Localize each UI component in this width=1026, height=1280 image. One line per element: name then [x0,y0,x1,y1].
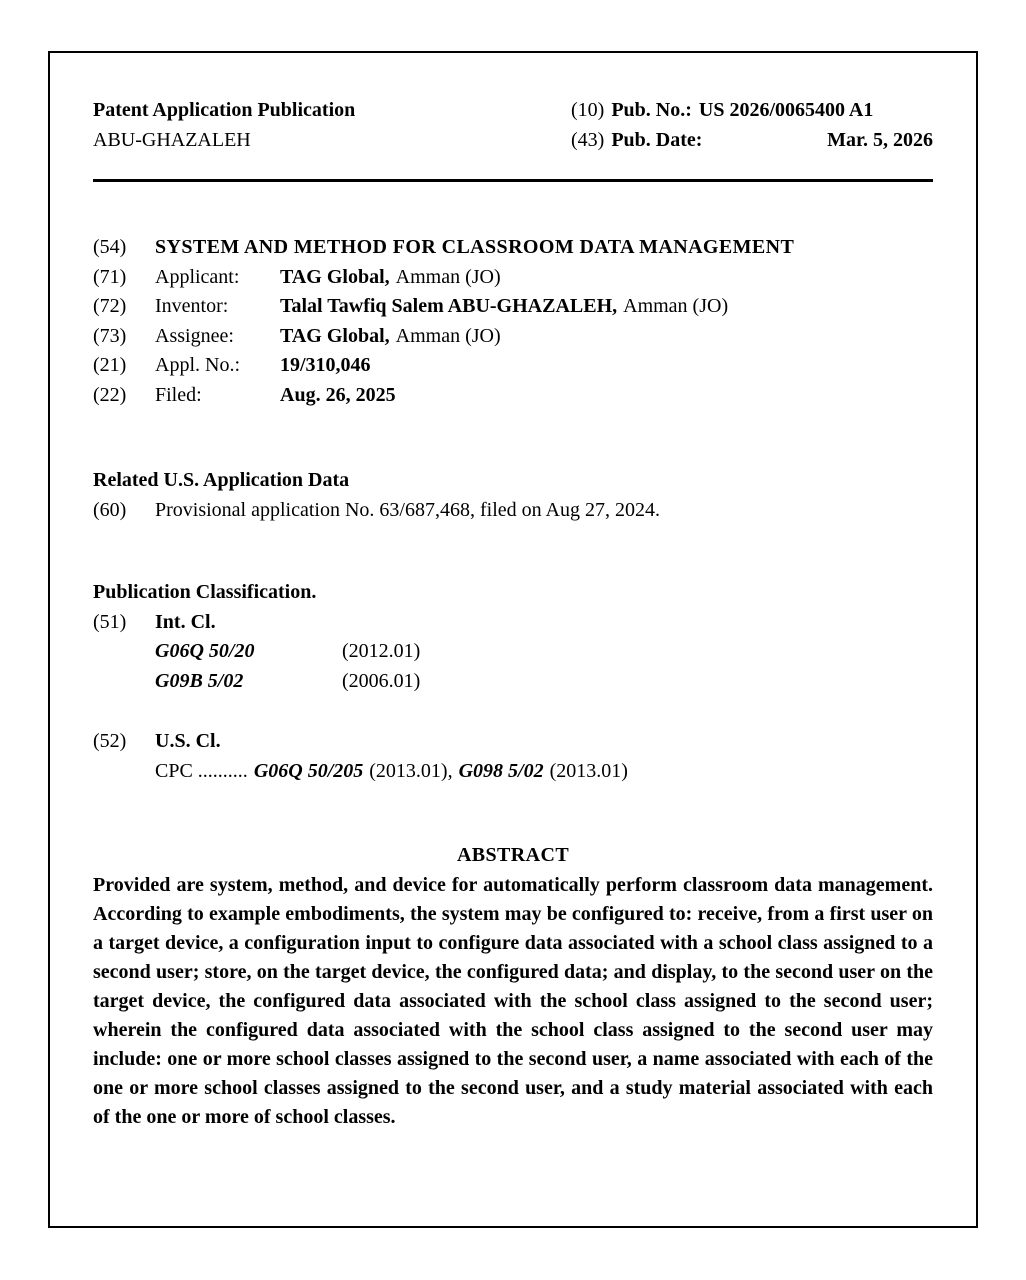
field-value-bold: Aug. 26, 2025 [280,383,396,406]
field-number: (73) [93,324,127,347]
pub-date-value: Mar. 5, 2026 [827,129,933,151]
field-number: (22) [93,383,127,406]
provisional-text: Provisional application No. 63/687,468, filed on Aug 27, 2024. [155,498,660,521]
field-number: (21) [93,354,127,376]
int-cl-entry [155,637,933,667]
cpc-version: (2013.01), [369,759,453,782]
int-cl-row [93,608,933,638]
us-classification-section [93,727,933,786]
field-value-bold: TAG Global, [280,324,390,347]
spacer [709,125,827,155]
field-number: (60) [93,498,127,521]
cpc-prefix: CPC .......... [155,759,248,782]
pub-number-value: US 2026/0065400 A1 [698,99,874,121]
header [93,95,933,155]
page-content [50,53,976,1132]
class-code: G09B 5/02 [155,669,244,692]
header-left [93,95,355,155]
abstract-section [93,840,933,1132]
filed-row [93,381,933,411]
int-cl-entry [155,667,933,697]
assignee-row [93,322,933,352]
header-right [571,95,933,155]
field-value-rest: Amman (JO) [395,324,501,347]
field-number: (54) [93,236,127,258]
inventor-row [93,292,933,322]
field-number: (72) [93,295,127,317]
cpc-code: G098 5/02 [458,759,544,782]
field-label: Applicant: [155,265,240,288]
related-application-section [93,466,933,525]
field-value-bold: 19/310,046 [280,354,371,376]
publication-classification-section [93,578,933,696]
class-version: (2012.01) [342,640,421,662]
class-code: G06Q 50/20 [155,640,255,662]
field-value-rest: Amman (JO) [623,295,729,317]
field-value [280,263,501,293]
applicant-row [93,263,933,293]
cpc-line [155,757,933,787]
page-frame [48,51,978,1228]
field-number: (71) [93,265,127,288]
provisional-row [93,496,933,526]
cpc-code: G06Q 50/205 [253,759,364,782]
int-cl-heading: Int. Cl. [155,610,216,633]
pub-date-label: Pub. Date: [611,129,703,151]
field-value [280,351,377,381]
field-value-bold: TAG Global, [280,265,390,288]
appl-no-row [93,351,933,381]
field-number: (52) [93,730,127,752]
pub-date-code: (43) [571,129,605,151]
field-value [280,292,728,322]
abstract-body: Provided are system, method, and device for automatically perform classroom data management. According to example embodiments, the system may be configured to: receive, from a first user on a target device, a configuration input to configure data associated with a school class assigned to a second user; store, on the target device, the configured data; and display, to the second user on the target device, the configured data associated with the school class assigned to the second user; wherein the configured data associated with the school class assigned to the second user may include: one or more school classes assigned to the second user, a name associated with each of the one or more school classes assigned to the second user, and a study material associated with each of the one or more of school classes. [93,874,933,1128]
field-label: Inventor: [155,295,229,317]
field-value [280,322,501,352]
field-number: (51) [93,610,127,633]
classification-heading: Publication Classification. [93,581,317,603]
applicant-surname: ABU-GHAZALEH [93,129,251,151]
field-label: Assignee: [155,324,234,347]
us-cl-row [93,727,933,757]
bibliographic-section [93,233,933,410]
publication-kind-title: Patent Application Publication [93,99,356,121]
pub-number-label: Pub. No.: [611,99,692,121]
pub-number-line [571,95,933,125]
field-label: Appl. No.: [155,354,240,376]
invention-title-row [93,233,933,263]
pub-date-line [571,125,933,155]
field-value-rest: Amman (JO) [395,265,501,288]
field-value [280,381,402,411]
pub-number-code: (10) [571,99,605,121]
us-cl-heading: U.S. Cl. [155,730,221,752]
field-value-bold: Talal Tawfiq Salem ABU-GHAZALEH, [280,295,618,317]
abstract-heading: ABSTRACT [456,844,570,866]
invention-title: SYSTEM AND METHOD FOR CLASSROOM DATA MANAGEMENT [155,236,795,258]
related-heading: Related U.S. Application Data [93,469,350,491]
field-label: Filed: [155,383,202,406]
header-divider [93,179,933,182]
cpc-version: (2013.01) [549,759,628,782]
class-version: (2006.01) [342,669,421,692]
